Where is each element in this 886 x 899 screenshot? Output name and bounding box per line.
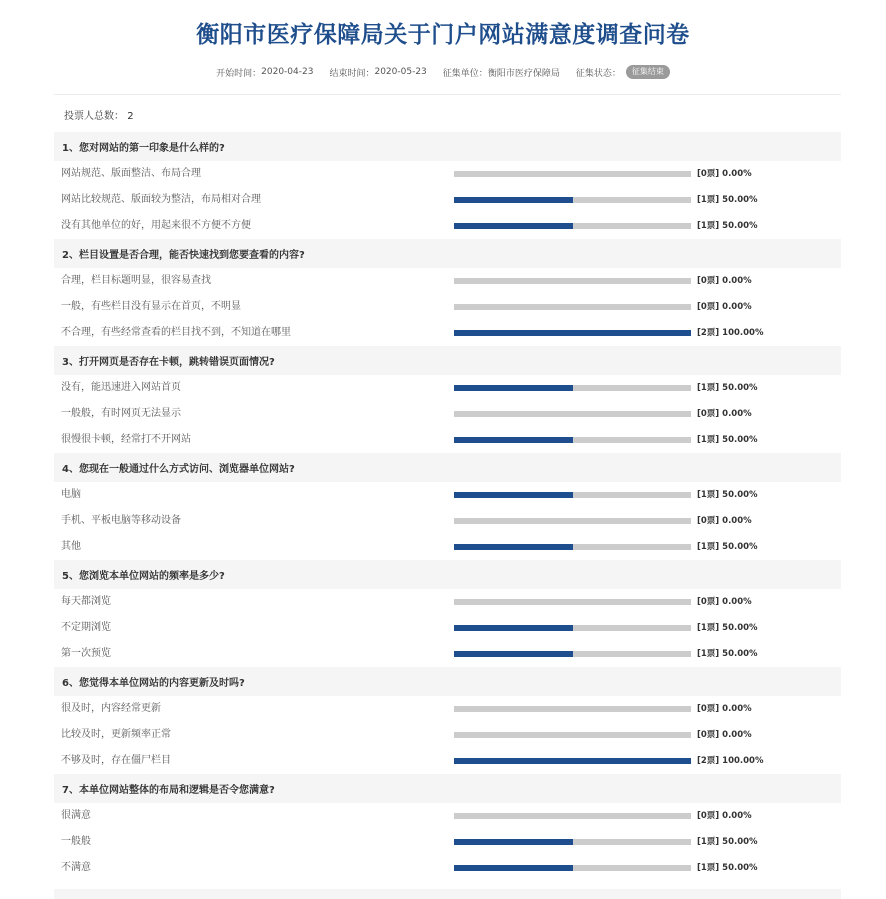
result-bar xyxy=(454,651,691,657)
result-bar xyxy=(454,197,691,203)
result-bar xyxy=(454,223,691,229)
vote-count: [0票] xyxy=(697,276,720,286)
result-stat xyxy=(697,294,752,320)
status-label: 征集状态： xyxy=(575,68,621,79)
option-row xyxy=(54,696,841,722)
result-stat xyxy=(697,508,752,534)
vote-count: [1票] xyxy=(697,221,720,231)
vote-count: [2票] xyxy=(697,756,720,766)
option-row xyxy=(54,589,841,615)
vote-count: [2票] xyxy=(697,328,720,338)
option-row xyxy=(54,615,841,641)
vote-percent: 50.00% xyxy=(722,383,758,393)
question-block xyxy=(54,132,841,239)
result-stat xyxy=(697,748,763,774)
result-bar xyxy=(454,599,691,605)
option-row xyxy=(54,482,841,508)
option-row xyxy=(54,294,841,320)
result-stat xyxy=(697,534,758,560)
vote-count: [0票] xyxy=(697,811,720,821)
result-stat xyxy=(697,375,758,401)
result-bar xyxy=(454,706,691,712)
vote-percent: 100.00% xyxy=(722,756,764,766)
result-bar xyxy=(454,758,691,764)
start-time-value: 2020-04-23 xyxy=(261,67,314,77)
vote-count: [1票] xyxy=(697,490,720,500)
option-label: 网站规范、版面整洁、布局合理 xyxy=(61,168,201,179)
result-stat xyxy=(697,615,758,641)
result-stat xyxy=(697,696,752,722)
vote-percent: 50.00% xyxy=(722,623,758,633)
option-label: 合理，栏目标题明显，很容易查找 xyxy=(61,275,211,286)
vote-count: [0票] xyxy=(697,704,720,714)
option-row xyxy=(54,187,841,213)
option-label: 一般般 xyxy=(61,836,91,847)
result-bar-fill xyxy=(454,544,573,550)
vote-percent: 0.00% xyxy=(722,276,752,286)
result-bar-fill xyxy=(454,223,573,229)
vote-percent: 50.00% xyxy=(722,195,758,205)
vote-percent: 0.00% xyxy=(722,409,752,419)
start-time-label: 开始时间： xyxy=(216,68,262,79)
result-stat xyxy=(697,161,752,187)
result-bar-fill xyxy=(454,437,573,443)
option-row xyxy=(54,748,841,774)
question-title: 2、栏目设置是否合理，能否快速找到您要查看的内容? xyxy=(54,239,841,268)
question-title: 7、本单位网站整体的布局和逻辑是否令您满意? xyxy=(54,774,841,803)
footer-strip xyxy=(54,889,841,899)
option-row xyxy=(54,320,841,346)
vote-percent: 100.00% xyxy=(722,328,764,338)
vote-count: [0票] xyxy=(697,597,720,607)
option-row xyxy=(54,268,841,294)
result-bar-fill xyxy=(454,492,573,498)
result-bar-fill xyxy=(454,865,573,871)
result-stat xyxy=(697,722,752,748)
vote-count: [0票] xyxy=(697,730,720,740)
result-bar-fill xyxy=(454,839,573,845)
vote-count: [1票] xyxy=(697,837,720,847)
result-bar xyxy=(454,544,691,550)
result-stat xyxy=(697,187,758,213)
result-stat xyxy=(697,401,752,427)
option-row xyxy=(54,534,841,560)
vote-count: [0票] xyxy=(697,516,720,526)
vote-percent: 50.00% xyxy=(722,542,758,552)
option-row xyxy=(54,161,841,187)
option-row xyxy=(54,375,841,401)
result-bar xyxy=(454,813,691,819)
vote-percent: 50.00% xyxy=(722,649,758,659)
vote-count: [0票] xyxy=(697,302,720,312)
option-label: 网站比较规范、版面较为整洁，布局相对合理 xyxy=(61,194,261,205)
vote-percent: 0.00% xyxy=(722,169,752,179)
result-bar-fill xyxy=(454,385,573,391)
end-time-value: 2020-05-23 xyxy=(374,67,427,77)
result-bar xyxy=(454,625,691,631)
result-bar xyxy=(454,839,691,845)
result-stat xyxy=(697,320,763,346)
page-title: 衡阳市医疗保障局关于门户网站满意度调查问卷 xyxy=(196,22,690,48)
option-label: 比较及时，更新频率正常 xyxy=(61,729,171,740)
vote-count: [1票] xyxy=(697,195,720,205)
result-stat xyxy=(697,855,758,881)
survey-meta xyxy=(0,65,886,79)
vote-count: [1票] xyxy=(697,623,720,633)
question-block xyxy=(54,560,841,667)
vote-percent: 50.00% xyxy=(722,435,758,445)
vote-count: [1票] xyxy=(697,542,720,552)
option-label: 不合理，有些经常查看的栏目找不到，不知道在哪里 xyxy=(61,327,291,338)
question-title: 6、您觉得本单位网站的内容更新及时吗? xyxy=(54,667,841,696)
option-row xyxy=(54,427,841,453)
option-row xyxy=(54,855,841,881)
result-bar-fill xyxy=(454,197,573,203)
option-label: 没有其他单位的好，用起来很不方便不方便 xyxy=(61,220,251,231)
question-block xyxy=(54,346,841,453)
result-stat xyxy=(697,589,752,615)
result-bar xyxy=(454,330,691,336)
result-bar xyxy=(454,518,691,524)
option-row xyxy=(54,401,841,427)
option-label: 没有，能迅速进入网站首页 xyxy=(61,382,181,393)
result-bar xyxy=(454,278,691,284)
vote-percent: 50.00% xyxy=(722,490,758,500)
option-label: 不满意 xyxy=(61,862,91,873)
end-time xyxy=(329,66,426,79)
vote-count: [1票] xyxy=(697,383,720,393)
result-bar xyxy=(454,411,691,417)
option-label: 不定期浏览 xyxy=(61,622,111,633)
option-label: 手机、平板电脑等移动设备 xyxy=(61,515,181,526)
option-label: 很满意 xyxy=(61,810,91,821)
voter-count-value: 2 xyxy=(127,111,134,122)
vote-count: [1票] xyxy=(697,649,720,659)
vote-percent: 0.00% xyxy=(722,811,752,821)
result-stat xyxy=(697,803,752,829)
header-divider xyxy=(54,94,841,95)
collection-status xyxy=(576,65,670,79)
question-block xyxy=(54,239,841,346)
option-row xyxy=(54,829,841,855)
voter-count xyxy=(64,107,134,122)
vote-count: [0票] xyxy=(697,169,720,179)
result-bar xyxy=(454,171,691,177)
vote-count: [0票] xyxy=(697,409,720,419)
status-badge: 征集结束 xyxy=(626,65,670,79)
option-label: 很及时，内容经常更新 xyxy=(61,703,161,714)
option-label: 一般，有些栏目没有显示在首页，不明显 xyxy=(61,301,241,312)
option-label: 一般般，有时网页无法显示 xyxy=(61,408,181,419)
result-stat xyxy=(697,268,752,294)
organizer xyxy=(443,66,560,79)
start-time xyxy=(216,66,313,79)
option-label: 电脑 xyxy=(61,489,81,500)
question-title: 5、您浏览本单位网站的频率是多少? xyxy=(54,560,841,589)
question-title: 1、您对网站的第一印象是什么样的? xyxy=(54,132,841,161)
end-time-label: 结束时间： xyxy=(329,68,375,79)
question-block xyxy=(54,667,841,774)
vote-percent: 0.00% xyxy=(722,302,752,312)
option-row xyxy=(54,641,841,667)
result-bar xyxy=(454,304,691,310)
result-stat xyxy=(697,482,758,508)
question-block xyxy=(54,453,841,560)
option-row xyxy=(54,722,841,748)
result-bar xyxy=(454,385,691,391)
result-bar xyxy=(454,865,691,871)
voter-count-label: 投票人总数： xyxy=(64,111,124,122)
result-bar xyxy=(454,732,691,738)
result-bar xyxy=(454,492,691,498)
question-title: 3、打开网页是否存在卡顿，跳转错误页面情况? xyxy=(54,346,841,375)
vote-percent: 50.00% xyxy=(722,863,758,873)
option-label: 不够及时，存在僵尸栏目 xyxy=(61,755,171,766)
option-label: 每天都浏览 xyxy=(61,596,111,607)
option-row xyxy=(54,213,841,239)
vote-percent: 0.00% xyxy=(722,516,752,526)
result-stat xyxy=(697,641,758,667)
result-stat xyxy=(697,427,758,453)
result-bar-fill xyxy=(454,330,691,336)
vote-count: [1票] xyxy=(697,435,720,445)
question-block xyxy=(54,774,841,881)
vote-percent: 0.00% xyxy=(722,704,752,714)
question-title: 4、您现在一般通过什么方式访问、浏览器单位网站? xyxy=(54,453,841,482)
option-row xyxy=(54,803,841,829)
result-bar-fill xyxy=(454,758,691,764)
option-label: 第一次预览 xyxy=(61,648,111,659)
result-stat xyxy=(697,213,758,239)
result-stat xyxy=(697,829,758,855)
organizer-value: 衡阳市医疗保障局 xyxy=(487,68,560,79)
organizer-label: 征集单位： xyxy=(442,68,488,79)
option-label: 其他 xyxy=(61,541,81,552)
question-list xyxy=(54,132,841,881)
result-bar-fill xyxy=(454,625,573,631)
vote-percent: 50.00% xyxy=(722,837,758,847)
option-label: 很慢很卡顿，经常打不开网站 xyxy=(61,434,191,445)
vote-percent: 50.00% xyxy=(722,221,758,231)
vote-percent: 0.00% xyxy=(722,730,752,740)
result-bar-fill xyxy=(454,651,573,657)
result-bar xyxy=(454,437,691,443)
vote-percent: 0.00% xyxy=(722,597,752,607)
option-row xyxy=(54,508,841,534)
vote-count: [1票] xyxy=(697,863,720,873)
